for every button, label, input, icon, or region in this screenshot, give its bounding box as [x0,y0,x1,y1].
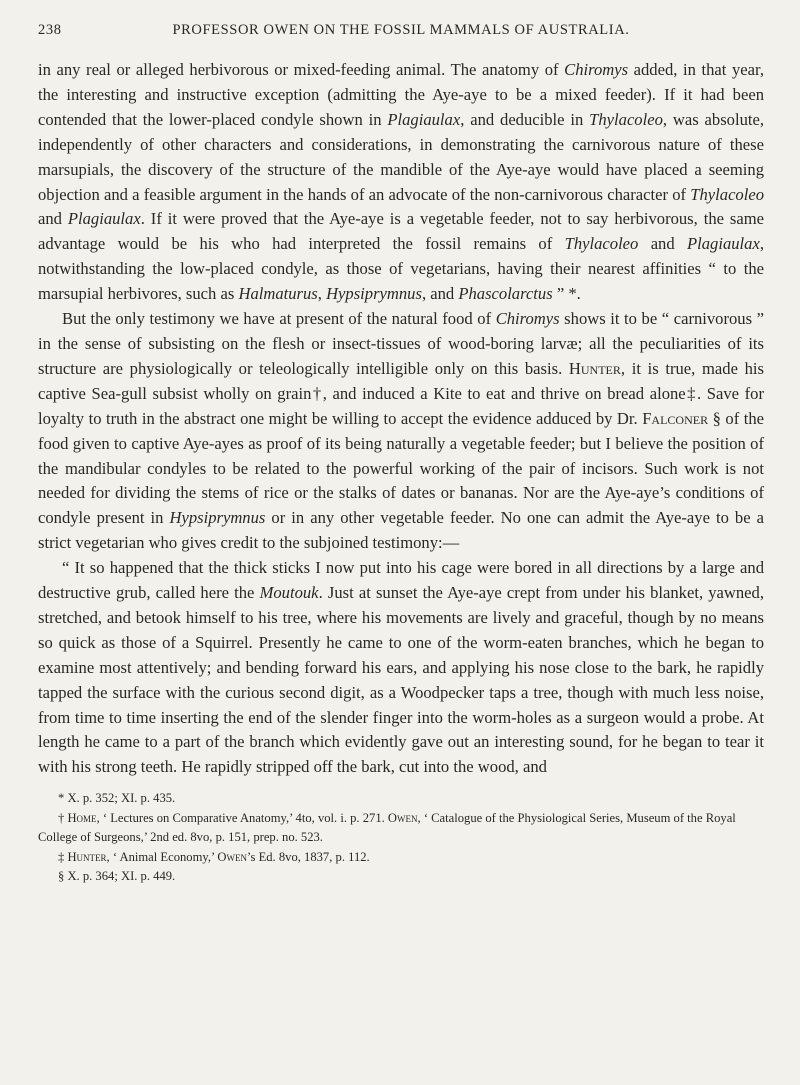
book-page [38,14,764,887]
footnote-1: * X. p. 352; XI. p. 435. [58,791,176,806]
paragraph-1: in any real or alleged herbivorous or mixed-feeding animal. The anatomy of Chiromys added, in that year, the interesting and instructive exception (admitting the Aye-aye to be a mixed feeder). If it had been contended that the lower-placed condyle shown in Plagiaulax, and deducible in Thylacoleo, was absolute, independently of other characters and considerations, in demonstrating the carnivorous nature of these marsupials, the discovery of the structure of the mandible of the Aye-aye would have placed a seeming objection and a feasible argument in the hands of an advocate of the non-carnivorous character of Thylacoleo and Plagiaulax. If it were proved that the Aye-aye is a vegetable feeder, not to say herbivorous, the same advantage would be his who had interpreted the fossil remains of Thylacoleo and Plagiaulax, notwithstanding the low-placed condyle, as those of vegetarians, having their nearest affinities “ to the marsupial herbivores, such as Halmaturus, Hypsiprymnus, and Phascolarctus ” *. [38,60,765,304]
footnote-3: ‡ Hunter, ‘ Animal Economy,’ Owen’s Ed. 8vo, 1837, p. 112. [58,849,370,864]
page-header [38,14,764,44]
running-head: PROFESSOR OWEN ON THE FOSSIL MAMMALS OF AUSTRALIA. [172,22,630,38]
paragraph-3-quote: “ It so happened that the thick sticks I now put into his cage were bored in all directions by a large and destructive grub, called here the Moutouk. Just at sunset the Aye-aye crept from under his blanket, yawned, stretched, and betook himself to his tree, where his movements are lively and graceful, though by no means so quick as those of a Squirrel. Presently he came to one of the worm-eaten branches, which he began to examine most attentively; and bending forward his ears, and applying his nose close to the bark, he rapidly tapped the surface with the curious second digit, as a Woodpecker taps a tree, though with much less noise, from time to time inserting the end of the slender finger into the worm-holes as a surgeon would a probe. At length he came to a part of the branch which evidently gave out an interesting sound, for he began to tear it with his strong teeth. He rapidly stripped off the bark, cut into the wood, and [38,558,764,777]
footnote-4: § X. p. 364; XI. p. 449. [58,869,176,884]
footnotes [38,789,764,887]
footnote-2: † Home, ‘ Lectures on Comparative Anatomy,’ 4to, vol. i. p. 271. Owen, ‘ Catalogue of the Physiological Series, Museum of the Royal College of Surgeons,’ 2nd ed. 8vo, p. 151, prep. no. 523. [38,810,736,845]
page-number: 238 [38,22,62,38]
body-text [38,58,764,780]
paragraph-2: But the only testimony we have at present of the natural food of Chiromys shows it to be “ carnivorous ” in the sense of subsisting on the flesh or insect-tissues of wood-boring larvæ; all the peculiarities of its structure are physiologically or teleologically intelligible only on this basis. Hunter, it is true, made his captive Sea-gull subsist wholly on grain†, and induced a Kite to eat and thrive on bread alone‡. Save for loyalty to truth in the abstract one might be willing to accept the evidence adduced by Dr. Falconer § of the food given to captive Aye-ayes as proof of its being naturally a vegetable feeder; but I believe the position of the mandibular condyles to be related to the powerful working of the pair of incisors. Such work is not needed for dividing the stems of rice or the stalks of dates or bananas. Nor are the Aye-aye’s conditions of condyle present in Hypsiprymnus or in any other vegetable feeder. No one can admit the Aye-aye to be a strict vegetarian who gives credit to the subjoined testimony:— [38,309,764,553]
